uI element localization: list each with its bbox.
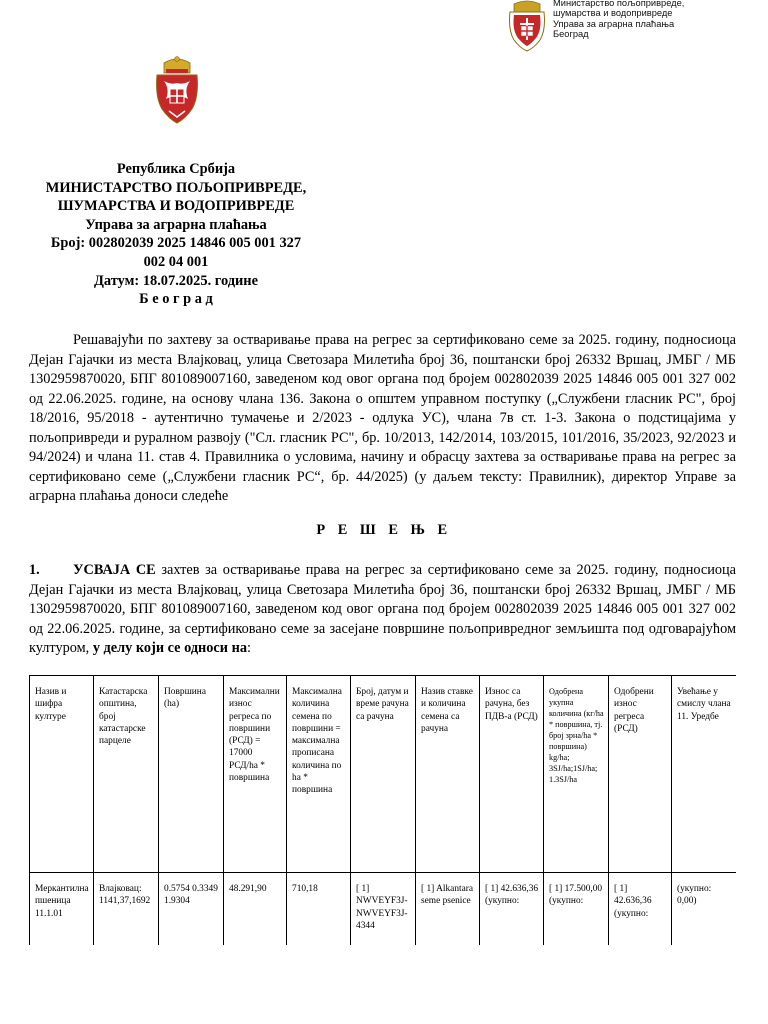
item-number: 1. bbox=[29, 562, 40, 578]
agency-line: шумарства и водопривреде bbox=[553, 8, 673, 19]
table-header-cell: Површина (ha) bbox=[159, 676, 224, 873]
decision-item-1 bbox=[29, 561, 736, 659]
table-cell: 0.5754 0.3349 1.9304 bbox=[159, 873, 224, 946]
table-cell: Меркантилна пшеница 11.1.01 bbox=[30, 873, 94, 946]
document-date: Датум: 18.07.2025. године bbox=[94, 272, 258, 289]
agency-header-block bbox=[506, 0, 756, 54]
main-coat-of-arms-icon bbox=[154, 55, 200, 125]
table-header-cell: Назив и шифра културе bbox=[30, 676, 94, 873]
table-cell: Влајковац: 1141,37,1692 bbox=[94, 873, 159, 946]
table-header-cell: Максимални износ регреса по површини (РСД) = 17000 РСД/ha * површина bbox=[224, 676, 287, 873]
document-city: Б е о г р а д bbox=[139, 291, 213, 308]
republic-name: Република Србија bbox=[116, 161, 236, 177]
item-bold-lead: УСВАЈА СЕ bbox=[73, 562, 156, 578]
table-cell: 710,18 bbox=[287, 873, 351, 946]
document-header bbox=[20, 160, 332, 309]
table-cell: (укупно: 0,00) bbox=[672, 873, 737, 946]
item-text: захтев за остваривање права на регрес за сертификовано семе за 2025. годину, подносиоца Дејан Гајачки из места Влајковац, улица Светозара Милетића број 36, поштански број 26332 Вршац, ЈМБГ / МБ 1302959870020, БПГ 801089007160, заведеном код овог органа под бројем 002802039 2025 14846 005 001 327 002 од 22.06.2025. године, за сертификовано семе за засејане површине пољопривредног земљишта под одговарајућом културом, bbox=[29, 562, 737, 656]
agency-line: Београд bbox=[553, 28, 589, 39]
ministry-name-line2: ШУМАРСТВА И ВОДОПРИВРЕДЕ bbox=[57, 198, 295, 215]
table-header-cell: Број, датум и време рачуна са рачуна bbox=[351, 676, 416, 873]
table-cell: [ 1] 42.636,36 (укупно: bbox=[480, 873, 544, 946]
table-cell: [ 1] 17.500,00 (укупно: bbox=[544, 873, 609, 946]
table-cell: [ 1] NWVEYF3J-NWVEYF3J-4344 bbox=[351, 873, 416, 946]
ministry-name-line1: МИНИСТАРСТВО ПОЉОПРИВРЕДЕ, bbox=[45, 179, 307, 196]
document-number-line2: 002 04 001 bbox=[143, 253, 209, 270]
table-header-cell: Назив ставке и количина семена са рачуна bbox=[416, 676, 480, 873]
table-row bbox=[30, 873, 737, 946]
intro-paragraph bbox=[29, 331, 736, 507]
table-cell: [ 1] 42.636,36 (укупно: bbox=[609, 873, 672, 946]
agency-line: Министарство пољопривреде, bbox=[553, 0, 685, 8]
table-header-cell: Одобрена укупна количина (кг/ha * површина, тј. број зрна/ha * површина) kg/ha; 3SJ/ha;1SJ/ha; 1.3SJ/ha bbox=[544, 676, 609, 873]
table-cell: [ 1] Alkantara seme psenice bbox=[416, 873, 480, 946]
item-end: : bbox=[246, 640, 251, 656]
intro-text: Решавајући по захтеву за остваривање права на регрес за сертификовано семе за 2025. годину, подносиоца Дејан Гајачки из места Влајковац, улица Светозара Милетића број 36, поштански број 26332 Вршац, ЈМБГ / МБ 1302959870020, БПГ 801089007160, заведеном код овог органа под бројем 002802039 2025 14846 005 001 327 002 од 22.06.2025. године, на основу члана 136. Закона о општем управном поступку („Службени гласник РС", број 18/2016, 95/2018 - аутентично тумачење и 2/2023 - одлука УС), члана 7в ст. 1-3. Закона о подстицајима у пољопривреди и руралном развоју ("Сл. гласник РС", бр. 10/2013, 142/2014, 103/2015, 101/2016, 35/2023, 92/2023 и 94/2024) и члана 11. став 4. Правилника о условима, начину и обрасцу захтева за остваривање права на регрес за сертификовано семе („Службени гласник РС“, бр. 44/2025) (у даљем тексту: Правилник), директор Управе за аграрна плаћања доноси следеће bbox=[29, 332, 736, 504]
subsidy-table-container bbox=[29, 675, 736, 945]
table-header-row bbox=[30, 676, 737, 873]
document-number-line1: Број: 002802039 2025 14846 005 001 327 bbox=[50, 235, 302, 252]
item-bold-tail: у делу који се односи на bbox=[92, 640, 247, 656]
serbia-coat-of-arms-icon bbox=[506, 0, 548, 52]
table-header-cell: Износ са рачуна, без ПДВ-а (РСД) bbox=[480, 676, 544, 873]
decision-title: Р Е Ш Е Њ Е bbox=[316, 522, 452, 538]
table-cell: 48.291,90 bbox=[224, 873, 287, 946]
table-header-cell: Катастарска општина, број катастарске парцеле bbox=[94, 676, 159, 873]
table-header-cell: Максимална количина семена по површини = максимална прописана количина по ha * површина bbox=[287, 676, 351, 873]
subsidy-table bbox=[29, 675, 736, 945]
administration-name: Управа за аграрна плаћања bbox=[85, 216, 267, 233]
table-header-cell: Увећање у смислу члана 11. Уредбе bbox=[672, 676, 737, 873]
table-header-cell: Одобрени износ регреса (РСД) bbox=[609, 676, 672, 873]
agency-line: Управа за аграрна плаћања bbox=[553, 18, 675, 29]
